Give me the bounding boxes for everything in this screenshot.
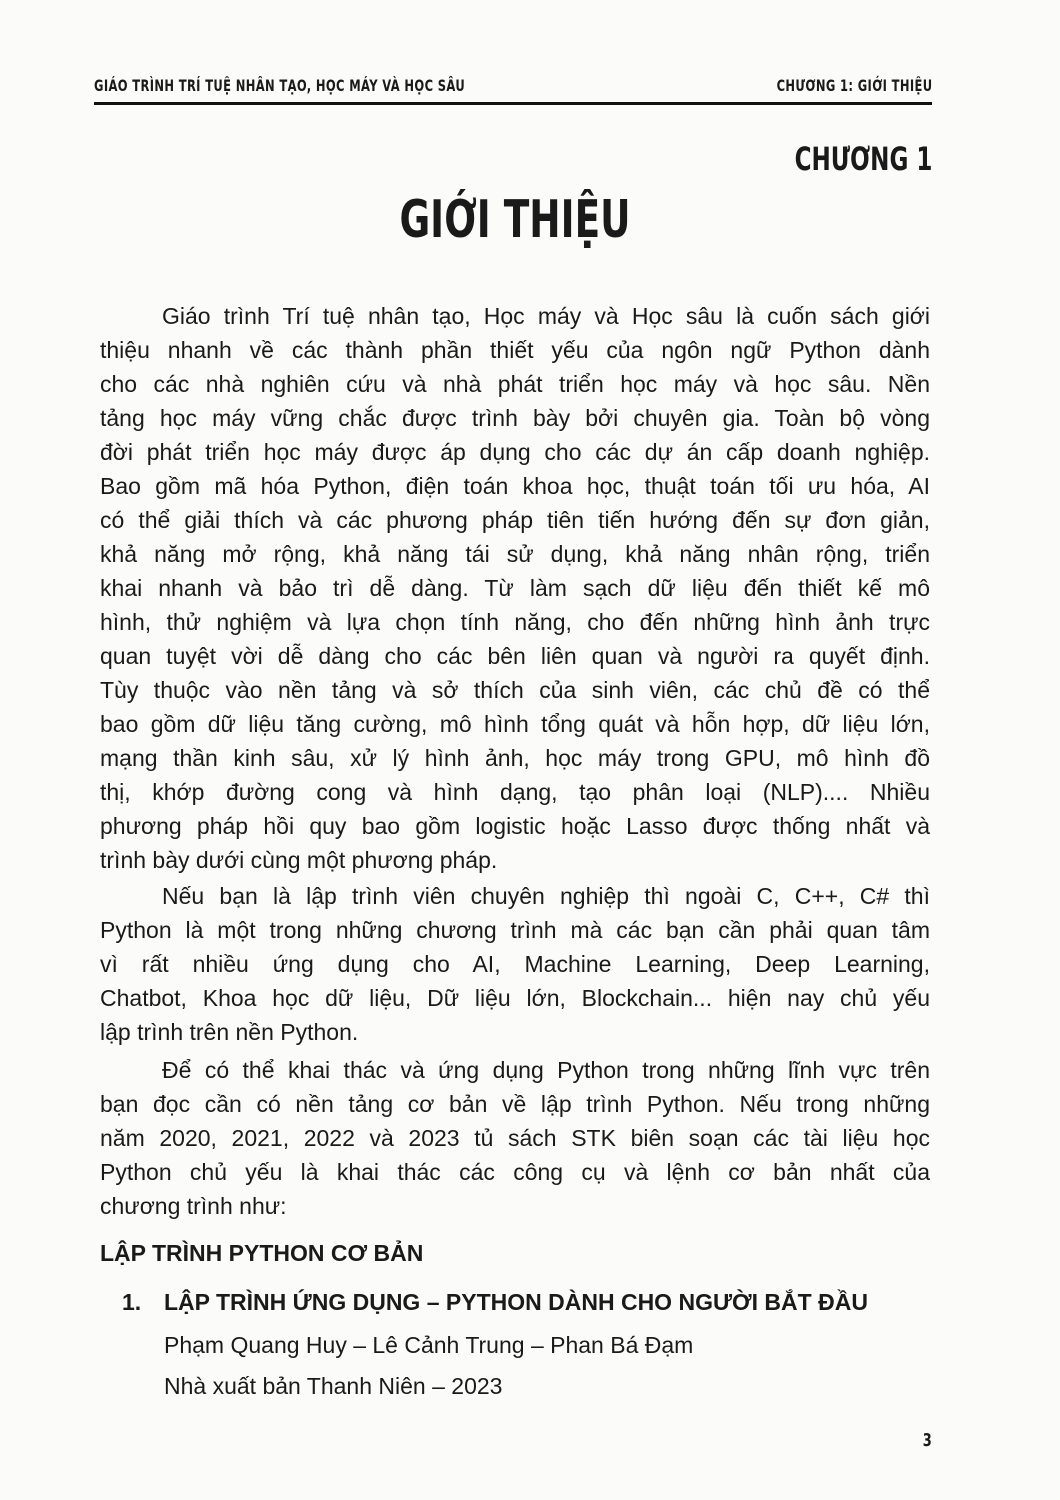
paragraph-python	[100, 879, 930, 1049]
text-line: quan tuyệt vời dễ dàng cho các bên liên quan và người ra quyết định.	[100, 643, 930, 669]
book-publisher: Nhà xuất bản Thanh Niên – 2023	[164, 1373, 503, 1399]
text-line: vì rất nhiều ứng dụng cho AI, Machine Learning, Deep Learning,	[100, 951, 930, 977]
book-number: 1.	[122, 1289, 142, 1315]
text-line: đời phát triển học máy được áp dụng cho các dự án cấp doanh nghiệp.	[100, 439, 930, 465]
text-line: phương pháp hồi quy bao gồm logistic hoặc Lasso được thống nhất và	[100, 813, 930, 839]
page-number: 3	[923, 1430, 933, 1451]
text-line: bao gồm dữ liệu tăng cường, mô hình tổng quát và hỗn hợp, dữ liệu lớn,	[100, 711, 930, 737]
text-line: Bao gồm mã hóa Python, điện toán khoa học, thuật toán tối ưu hóa, AI	[100, 473, 930, 499]
text-line: Nếu bạn là lập trình viên chuyên nghiệp thì ngoài C, C++, C# thì	[162, 883, 930, 909]
text-line: khai nhanh và bảo trì dễ dàng. Từ làm sạch dữ liệu đến thiết kế mô	[100, 575, 930, 601]
text-line: Tùy thuộc vào nền tảng và sở thích của sinh viên, các chủ đề có thể	[100, 677, 930, 703]
text-line: hình, thử nghiệm và lựa chọn tính năng, cho đến những hình ảnh trực	[100, 609, 930, 635]
paragraph-intro	[100, 299, 930, 877]
running-header-book-title: GIÁO TRÌNH TRÍ TUỆ NHÂN TẠO, HỌC MÁY VÀ HỌC SÂU	[94, 76, 466, 95]
text-line: Giáo trình Trí tuệ nhân tạo, Học máy và Học sâu là cuốn sách giới	[162, 303, 930, 329]
text-line: trình bày dưới cùng một phương pháp.	[100, 847, 498, 873]
text-line: chương trình như:	[100, 1193, 287, 1219]
text-line: mạng thần kinh sâu, xử lý hình ảnh, học máy trong GPU, mô hình đồ	[100, 745, 930, 771]
text-line: Python chủ yếu là khai thác các công cụ và lệnh cơ bản nhất của	[100, 1159, 930, 1185]
text-line: bạn đọc cần có nền tảng cơ bản về lập trình Python. Nếu trong những	[100, 1091, 930, 1117]
book-authors: Phạm Quang Huy – Lê Cảnh Trung – Phan Bá Đạm	[164, 1332, 694, 1358]
text-line: Chatbot, Khoa học dữ liệu, Dữ liệu lớn, Blockchain... hiện nay chủ yếu	[100, 985, 930, 1011]
book-list-item	[122, 1289, 868, 1316]
book-title: LẬP TRÌNH ỨNG DỤNG – PYTHON DÀNH CHO NGƯỜI BẮT ĐẦU	[164, 1289, 868, 1315]
text-line: tảng học máy vững chắc được trình bày bởi chuyên gia. Toàn bộ vòng	[100, 405, 930, 431]
text-line: khả năng mở rộng, khả năng tái sử dụng, khả năng nhân rộng, triển	[100, 541, 930, 567]
header-rule	[94, 102, 932, 105]
text-line: có thể giải thích và các phương pháp tiên tiến hướng đến sự đơn giản,	[100, 507, 930, 533]
section-heading: LẬP TRÌNH PYTHON CƠ BẢN	[100, 1240, 424, 1266]
running-header-chapter: CHƯƠNG 1: GIỚI THIỆU	[776, 76, 932, 95]
text-line: thị, khớp đường cong và hình dạng, tạo phân loại (NLP).... Nhiều	[100, 779, 930, 805]
chapter-title: GIỚI THIỆU	[399, 190, 631, 250]
chapter-label: CHƯƠNG 1	[794, 140, 932, 178]
paragraph-foundation	[100, 1053, 930, 1223]
text-line: Để có thể khai thác và ứng dụng Python trong những lĩnh vực trên	[162, 1057, 930, 1083]
text-line: năm 2020, 2021, 2022 và 2023 tủ sách STK biên soạn các tài liệu học	[100, 1125, 930, 1151]
text-line: lập trình trên nền Python.	[100, 1019, 359, 1045]
text-line: cho các nhà nghiên cứu và nhà phát triển học máy và học sâu. Nền	[100, 371, 930, 397]
text-line: thiệu nhanh về các thành phần thiết yếu của ngôn ngữ Python dành	[100, 337, 930, 363]
text-line: Python là một trong những chương trình mà các bạn cần phải quan tâm	[100, 917, 930, 943]
